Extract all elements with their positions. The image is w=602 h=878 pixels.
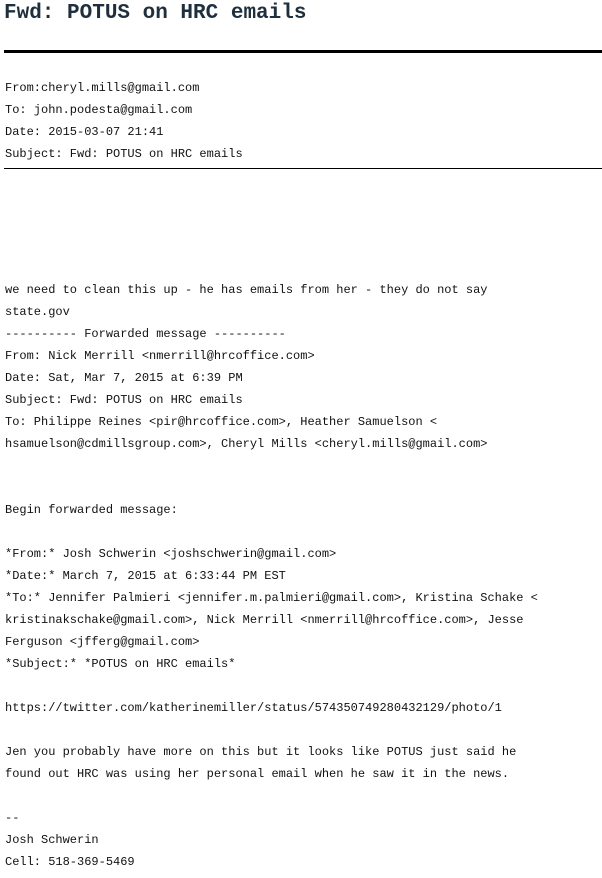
blank-line (5, 521, 597, 543)
title-divider (4, 50, 602, 53)
blank-line (5, 477, 597, 499)
signature-separator: -- (5, 811, 20, 825)
body-line: Jen you probably have more on this but it looks like POTUS just said he (5, 745, 517, 759)
twitter-link: https://twitter.com/katherinemiller/status/574350749280432129/photo/1 (5, 701, 502, 715)
blank-line (5, 455, 597, 477)
blank-line (5, 719, 597, 741)
signature-phone: Cell: 518-369-5469 (5, 855, 135, 869)
forwarded-separator: ---------- Forwarded message ---------- (5, 327, 286, 341)
forwarded-from: From: Nick Merrill <nmerrill@hrcoffice.com> (5, 349, 315, 363)
inner-to: *To:* Jennifer Palmieri <jennifer.m.palmieri@gmail.com>, Kristina Schake < (5, 591, 538, 605)
header-subject: Subject: Fwd: POTUS on HRC emails (5, 147, 243, 161)
header-divider (4, 168, 602, 169)
body-line: found out HRC was using her personal email when he saw it in the news. (5, 767, 510, 781)
header-to: To: john.podesta@gmail.com (5, 103, 193, 117)
body-line: we need to clean this up - he has emails from her - they do not say (5, 283, 488, 297)
email-body (5, 279, 597, 873)
inner-from: *From:* Josh Schwerin <joshschwerin@gmail.com> (5, 547, 337, 561)
blank-line (5, 675, 597, 697)
header-from: From:cheryl.mills@gmail.com (5, 81, 200, 95)
inner-to-cont: kristinakschake@gmail.com>, Nick Merrill <nmerrill@hrcoffice.com>, Jesse (5, 613, 524, 627)
begin-forwarded: Begin forwarded message: (5, 503, 178, 517)
inner-to-cont: Ferguson <jfferg@gmail.com> (5, 635, 200, 649)
forwarded-to-cont: hsamuelson@cdmillsgroup.com>, Cheryl Mills <cheryl.mills@gmail.com> (5, 437, 488, 451)
header-date: Date: 2015-03-07 21:41 (5, 125, 164, 139)
email-title: Fwd: POTUS on HRC emails (4, 2, 307, 25)
forwarded-date: Date: Sat, Mar 7, 2015 at 6:39 PM (5, 371, 243, 385)
signature-name: Josh Schwerin (5, 833, 99, 847)
forwarded-subject: Subject: Fwd: POTUS on HRC emails (5, 393, 243, 407)
forwarded-to: To: Philippe Reines <pir@hrcoffice.com>, Heather Samuelson < (5, 415, 438, 429)
inner-subject: *Subject:* *POTUS on HRC emails* (5, 657, 236, 671)
body-line: state.gov (5, 305, 70, 319)
inner-date: *Date:* March 7, 2015 at 6:33:44 PM EST (5, 569, 286, 583)
blank-line (5, 785, 597, 807)
email-headers (5, 77, 595, 165)
